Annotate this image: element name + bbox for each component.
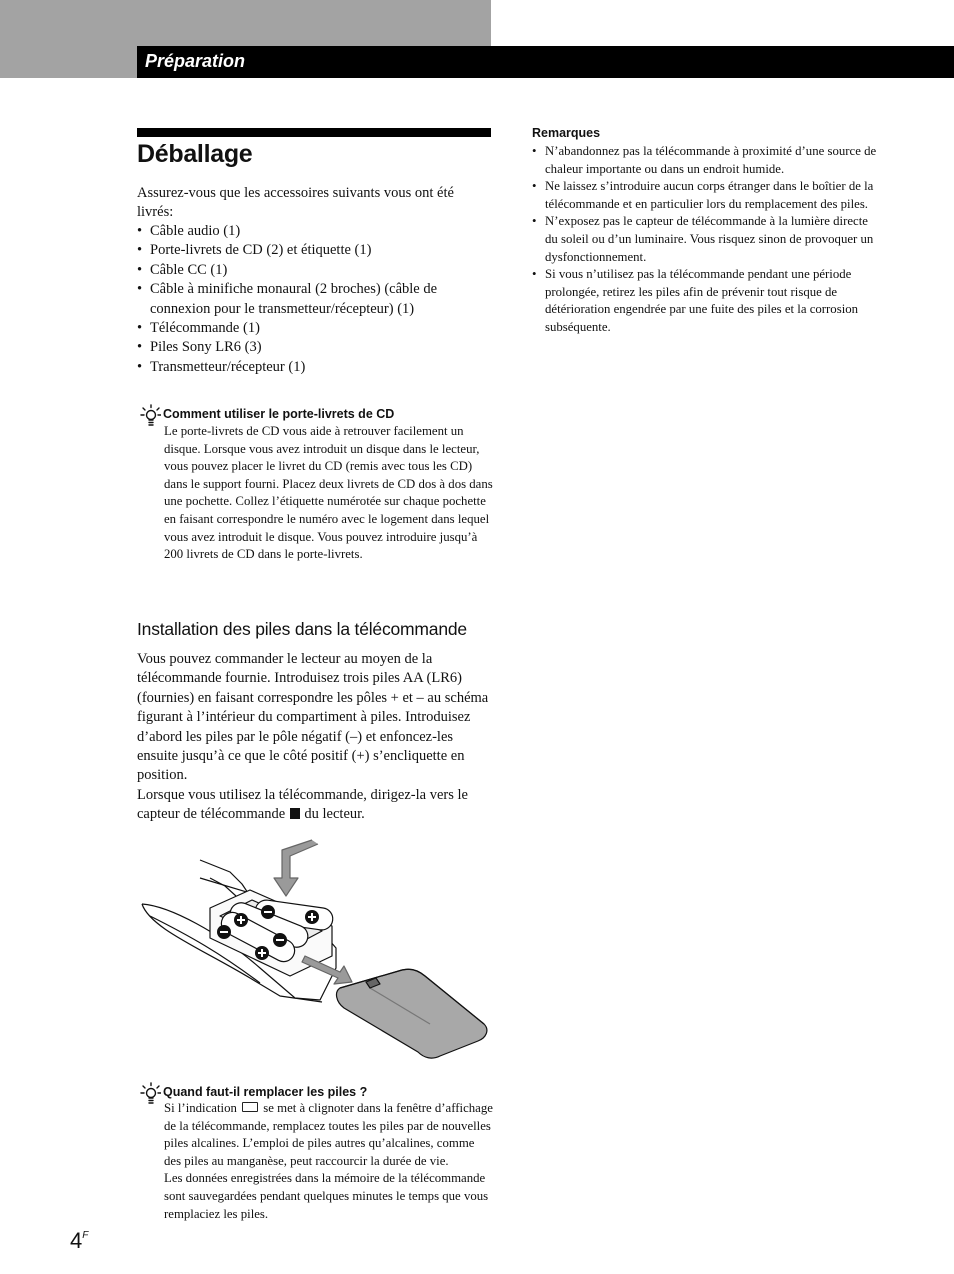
list-item: • Câble à minifiche monaural (2 broches) (câble de connexion pour le transmetteur/récepteur) (1) [137,280,493,319]
list-item: • Câble CC (1) [137,261,493,280]
section-heading: Installation des piles dans la télécommande [137,619,467,639]
tip-paragraph: Les données enregistrées dans la mémoire de la télécommande sont sauvegardées pendant quelques minutes le temps que vous remplaciez les piles. [164,1171,489,1221]
list-item: • Câble audio (1) [137,222,493,241]
instruction-text: du lecteur. [304,806,365,823]
instruction-paragraph: Vous pouvez commander le lecteur au moyen de la télécommande fournie. Introduisez trois piles AA (LR6) (fournies) en faisant correspondre les pôles + et – au schéma figurant à l’intérieur du compartiment à piles. Introduisez d’abord les piles par le pôle négatif (–) et enfoncez-les ensuite jusqu’à ce que le côté positif (+) s’encliquette en position. [137,651,489,784]
page-number [70,1222,88,1255]
remarks-title: Remarques [532,126,601,140]
list-item: • Ne laissez s’introduire aucun corps étranger dans le boîtier de la télécommande et en particulier lors du remplacement des piles. [532,178,882,213]
header-bar [137,46,954,78]
lightbulb-hint-icon [139,1081,161,1107]
battery-installation-illustration [140,838,492,1066]
instruction-paragraph [137,786,493,825]
unpacking-intro: Assurez-vous que les accessoires suivants vous ont été livrés: [137,185,454,221]
list-item: • Transmetteur/récepteur (1) [137,358,493,377]
tip-text [164,1100,494,1223]
tip-paragraph [164,1100,494,1170]
tip-text: Le porte-livrets de CD vous aide à retrouver facilement un disque. Lorsque vous avez introduit un disque dans le lecteur, vous pouvez placer le livret du CD (remis avec tous les CD) dans le support fourni. Placez deux livrets de CD dos à dos dans une pochette. Collez l’étiquette numérotée sur chaque pochette en faisant correspondre le numéro avec le logement dans lequel vous avez introduit le disque. Vous pouvez introduire jusqu’à 200 livrets de CD dans le porte-livrets. [164,424,493,562]
page-number-value: 4 [70,1228,83,1253]
page-number-suffix: F [82,1230,89,1241]
tip-text-part: se met à clignoter dans la fenêtre d’affichage de la télécommande, remplacez toutes les piles par de nouvelles piles alcalines. L’emploi de piles autres qu’alcalines, comme des piles au manganèse, peut raccourcir la durée de vie. [164,1101,493,1168]
lightbulb-hint-icon [139,403,161,429]
tip-title: Comment utiliser le porte-livrets de CD [163,407,395,421]
remote-sensor-icon [290,808,300,819]
remarks-list [532,143,882,337]
instruction-text: Lorsque vous utilisez la télécommande, dirigez-la vers le capteur de télécommande [137,786,468,823]
list-item: • N’abandonnez pas la télécommande à proximité d’une source de chaleur importante ou dans un endroit humide. [532,143,882,178]
list-item: • Si vous n’utilisez pas la télécommande pendant une période prolongée, retirez les piles afin de prévenir tout risque de détérioration engendrée par une fuite des piles et la corrosion subséquente. [532,266,882,336]
list-item: • N’exposez pas le capteur de télécommande à la lumière directe du soleil ou d’un luminaire. Vous risquez sinon de provoquer un dysfonctionnement. [532,213,882,266]
list-item: • Télécommande (1) [137,319,493,338]
list-item: • Porte-livrets de CD (2) et étiquette (1) [137,241,493,260]
title-rule [137,128,491,137]
tip-title: Quand faut-il remplacer les piles ? [163,1085,368,1099]
list-item: • Piles Sony LR6 (3) [137,338,493,357]
battery-low-icon [242,1102,258,1112]
accessories-list [137,222,493,377]
section-title: Préparation [145,51,246,71]
page-title: Déballage [137,140,253,168]
battery-instructions [137,650,493,825]
tip-text-part: Si l’indication [164,1101,237,1115]
